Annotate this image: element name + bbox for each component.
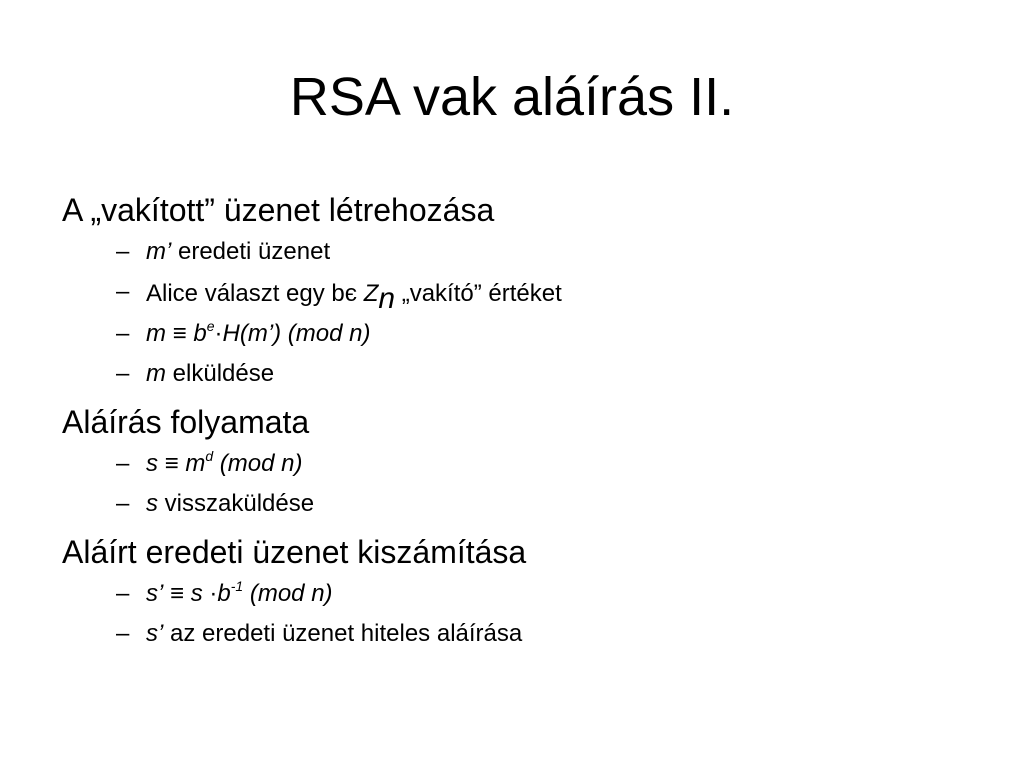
item-text: Alice választ egy b [146, 280, 345, 307]
dash-bullet: – [116, 580, 130, 607]
math-exponent: d [205, 448, 214, 464]
slide-title: RSA vak aláírás II. [289, 67, 735, 127]
item-text: elküldése [166, 360, 275, 387]
math-expression: (mod n) [213, 450, 303, 477]
math-var: s [190, 580, 203, 607]
element-of-symbol: є [344, 280, 364, 307]
math-expression: H(m’) (mod n) [222, 320, 371, 347]
list-item [62, 232, 982, 272]
math-subscript: n [378, 282, 396, 315]
section-heading: Aláírt eredeti üzenet kiszámítása [62, 534, 527, 570]
list-item [62, 354, 982, 394]
list-item [62, 444, 982, 484]
list-item [62, 272, 982, 314]
dash-bullet: – [116, 238, 130, 265]
section-heading: Aláírás folyamata [62, 404, 310, 440]
dash-bullet: – [116, 450, 130, 477]
sub-item-list [62, 232, 982, 394]
math-var: Z [363, 280, 379, 307]
section-blinded-message [62, 188, 982, 394]
math-exponent: -1 [230, 578, 244, 594]
congruence-symbol: ≡ [158, 450, 186, 477]
section-signing-process [62, 400, 982, 524]
math-var: m’ [146, 238, 172, 265]
math-expression: (mod n) [243, 580, 333, 607]
list-item [62, 484, 982, 524]
dash-bullet: – [116, 360, 130, 387]
dash-bullet: – [116, 490, 130, 517]
list-item [62, 614, 982, 654]
item-text: „vakító” értéket [395, 280, 562, 307]
congruence-symbol: ≡ [163, 580, 191, 607]
math-var: m [185, 450, 206, 477]
math-var: b [193, 320, 207, 347]
list-item [62, 574, 982, 614]
math-var: s’ [146, 620, 164, 647]
math-exponent: e [206, 318, 215, 334]
section-unblinding [62, 530, 982, 654]
list-item [62, 314, 982, 354]
math-var: m [146, 320, 166, 347]
sub-item-list [62, 444, 982, 524]
dash-bullet: – [116, 278, 130, 305]
dot-operator: · [202, 580, 218, 607]
math-var: m [146, 360, 166, 387]
sub-item-list [62, 574, 982, 654]
slide-content [62, 188, 982, 654]
item-text: az eredeti üzenet hiteles aláírása [163, 620, 523, 647]
item-text: visszaküldése [158, 490, 315, 517]
math-var: s’ [146, 580, 164, 607]
dash-bullet: – [116, 620, 130, 647]
item-text: eredeti üzenet [171, 238, 331, 265]
section-heading: A „vakított” üzenet létrehozása [62, 192, 495, 228]
math-var: s [146, 490, 158, 517]
congruence-symbol: ≡ [166, 320, 194, 347]
math-var: b [217, 580, 231, 607]
dash-bullet: – [116, 320, 130, 347]
dot-operator: · [214, 320, 223, 347]
math-var: s [146, 450, 158, 477]
